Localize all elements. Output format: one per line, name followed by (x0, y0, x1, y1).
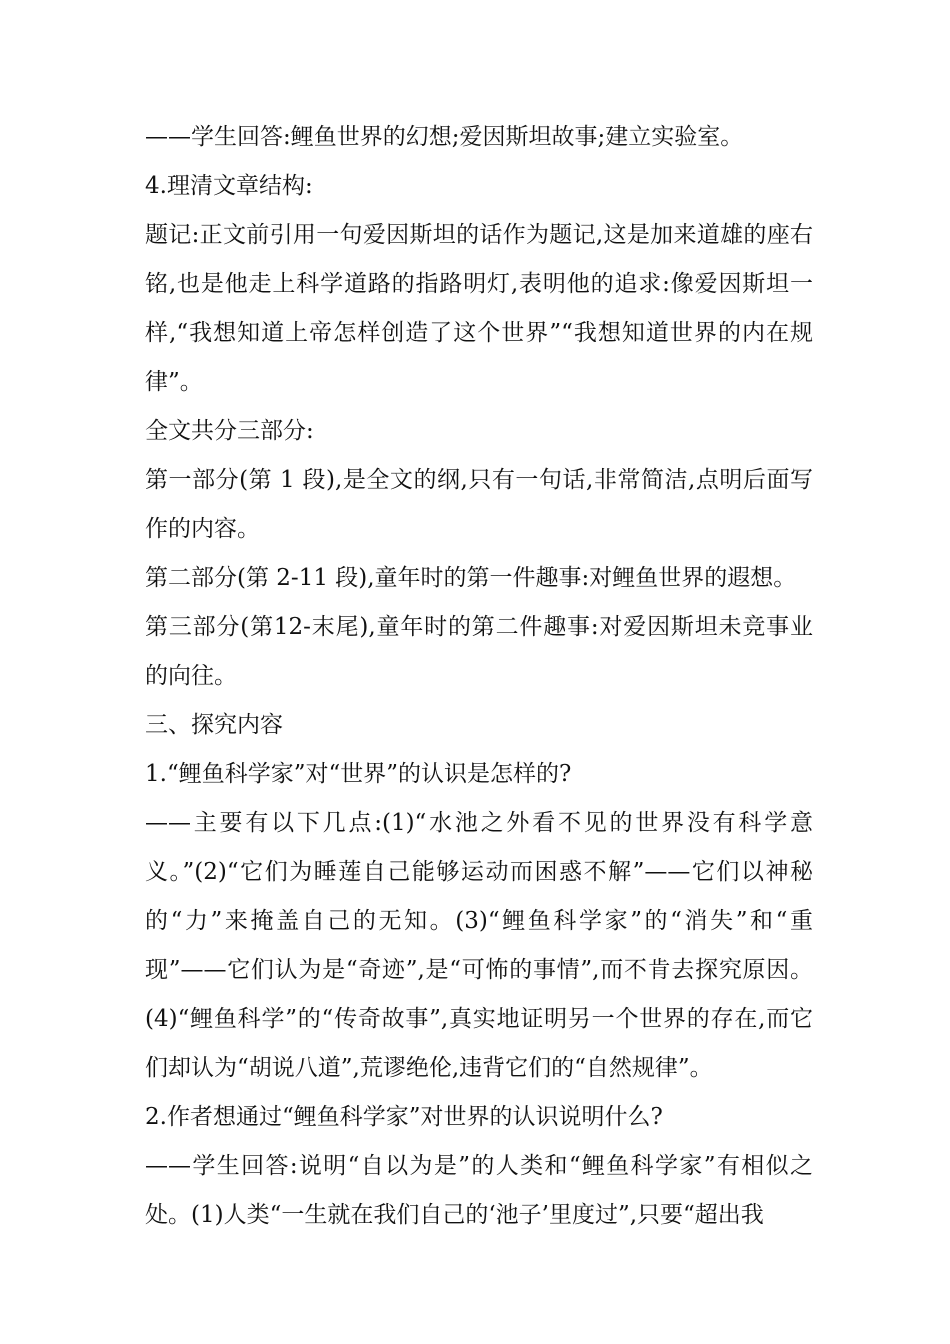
part-one-paragraph: 第一部分(第 1 段),是全文的纲,只有一句话,非常简洁,点明后面写作的内容。 (145, 467, 813, 542)
document-body (145, 113, 813, 1240)
question-paragraph: 2.作者想通过“鲤鱼科学家”对世界的认识说明什么? (145, 1104, 663, 1130)
answer-paragraph: ——学生回答:说明“自以为是”的人类和“鲤鱼科学家”有相似之处。(1)人类“一生就在我们自己的‘池子’里度过”,只要“超出我 (145, 1153, 813, 1228)
question-paragraph: 1.“鲤鱼科学家”对“世界”的认识是怎样的? (145, 761, 572, 787)
section-heading: 4.理清文章结构: (145, 173, 313, 199)
part-two-paragraph: 第二部分(第 2-11 段),童年时的第一件趣事:对鲤鱼世界的遐想。 (145, 565, 797, 591)
section-heading: 三、探究内容 (145, 712, 283, 738)
answer-paragraph: ——主要有以下几点:(1)“水池之外看不见的世界没有科学意义。”(2)“它们为睡莲自己能够运动而困惑不解”——它们以神秘的“力”来掩盖自己的无知。(3)“鲤鱼科学家”的“消失”和“重现”——它们认为是“奇迹”,是“可怖的事情”,而不肯去探究原因。(4)“鲤鱼科学”的“传奇故事”,真实地证明另一个世界的存在,而它们却认为“胡说八道”,荒谬绝伦,违背它们的“自然规律”。 (145, 810, 813, 1081)
answer-paragraph: ——学生回答:鲤鱼世界的幻想;爱因斯坦故事;建立实验室。 (145, 124, 744, 150)
structure-paragraph: 全文共分三部分: (145, 418, 314, 444)
epigraph-paragraph: 题记:正文前引用一句爱因斯坦的话作为题记,这是加来道雄的座右铭,也是他走上科学道路的指路明灯,表明他的追求:像爱因斯坦一样,“我想知道上帝怎样创造了这个世界”“我想知道世界的内在规律”。 (145, 222, 813, 395)
part-three-paragraph: 第三部分(第12-末尾),童年时的第二件趣事:对爱因斯坦未竞事业的向往。 (145, 614, 813, 689)
